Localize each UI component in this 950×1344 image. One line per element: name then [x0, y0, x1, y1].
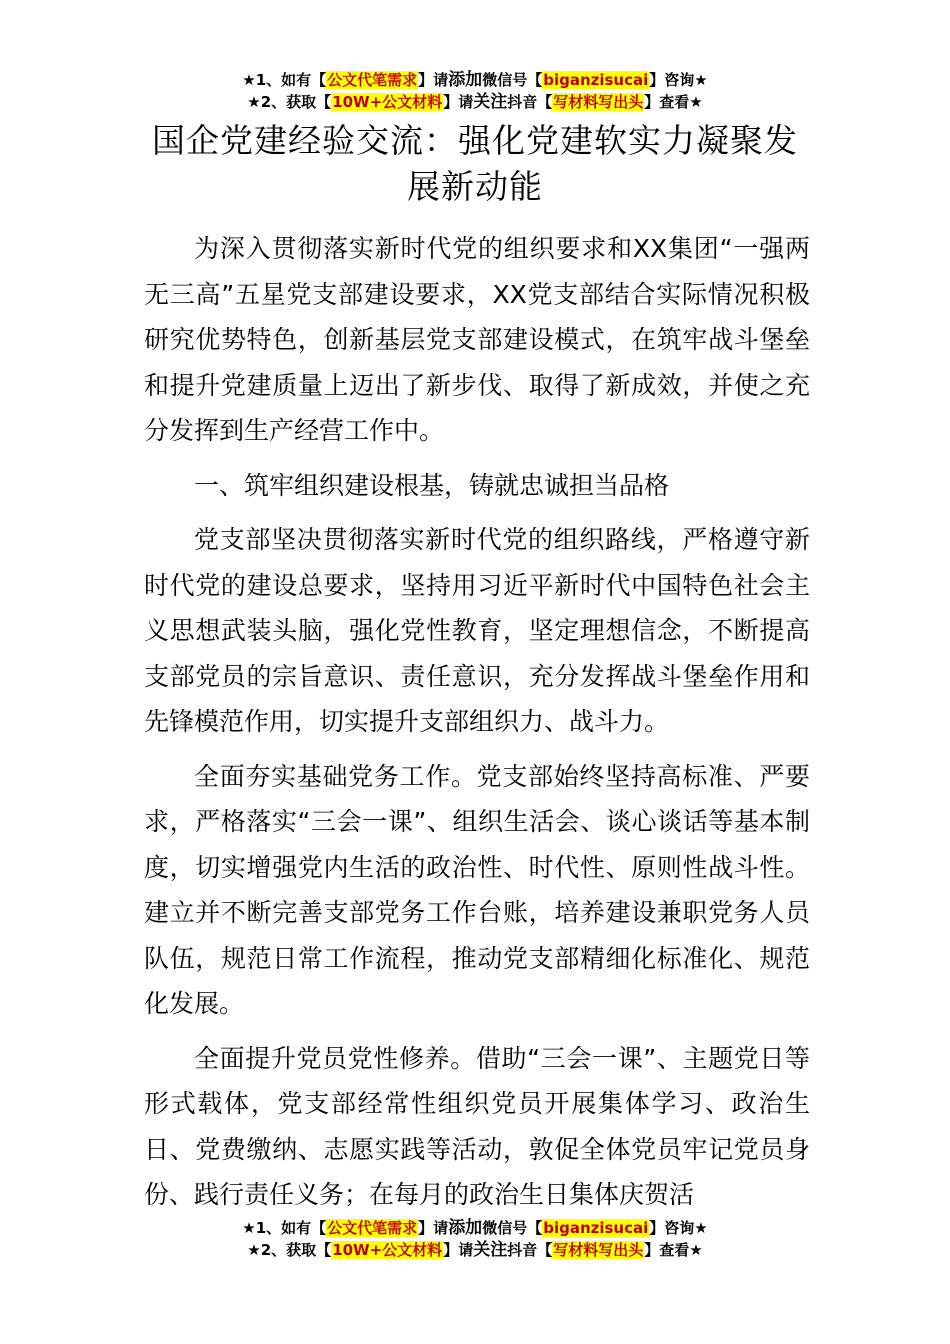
highlight-wechat-id: biganzisucai	[543, 71, 649, 89]
paragraph: 全面提升党员党性修养。借助“三会一课”、主题党日等形式载体，党支部经常性组织党员开展集体学习、政治生日、党费缴纳、志愿实践等活动，敦促全体党员牢记党员身份、践行责任义务；在每月的政治生日集体庆贺活	[144, 1043, 810, 1209]
promo-banner-bottom	[0, 1218, 950, 1262]
document-body	[144, 226, 810, 1227]
highlight-wechat-id: biganzisucai	[543, 1219, 649, 1237]
promo-line-1: ★1、如有【公文代笔需求】请添加微信号【biganzisucai】咨询★	[242, 1218, 708, 1238]
highlight-materials: 10W+公文材料	[332, 1241, 443, 1259]
paragraph: 全面夯实基础党务工作。党支部始终坚持高标准、严要求，严格落实“三会一课”、组织生活会、谈心谈话等基本制度，切实增强党内生活的政治性、时代性、原则性战斗性。建立并不断完善支部党务工作台账，培养建设兼职党务人员队伍，规范日常工作流程，推动党支部精细化标准化、规范化发展。	[144, 761, 810, 1018]
promo-line-1: ★1、如有【公文代笔需求】请添加微信号【biganzisucai】咨询★	[242, 70, 708, 90]
highlight-materials: 10W+公文材料	[332, 93, 443, 111]
highlight-service: 公文代笔需求	[327, 1219, 418, 1237]
highlight-douyin-account: 写材料写出头	[553, 1241, 644, 1259]
highlight-douyin-account: 写材料写出头	[553, 93, 644, 111]
paragraph: 党支部坚决贯彻落实新时代党的组织路线，严格遵守新时代党的建设总要求，坚持用习近平新时代中国特色社会主义思想武装头脑，强化党性教育，坚定理想信念，不断提高支部党员的宗旨意识、责任意识，充分发挥战斗堡垒作用和先锋模范作用，切实提升支部组织力、战斗力。	[144, 525, 810, 736]
section-heading-1: 一、筑牢组织建设根基，铸就忠诚担当品格	[194, 470, 670, 500]
paragraph-intro: 为深入贯彻落实新时代党的组织要求和XX集团“一强两无三高”五星党支部建设要求，XX党支部结合实际情况积极研究优势特色，创新基层党支部建设模式，在筑牢战斗堡垒和提升党建质量上迈出了新步伐、取得了新成效，并使之充分发挥到生产经营工作中。	[144, 234, 810, 445]
document-title: 国企党建经验交流：强化党建软实力凝聚发展新动能	[152, 121, 798, 206]
highlight-service: 公文代笔需求	[327, 71, 418, 89]
promo-line-2: ★2、获取【10W+公文材料】请关注抖音【写材料写出头】查看★	[247, 92, 703, 112]
promo-banner-top	[0, 70, 950, 114]
promo-line-2: ★2、获取【10W+公文材料】请关注抖音【写材料写出头】查看★	[247, 1240, 703, 1260]
